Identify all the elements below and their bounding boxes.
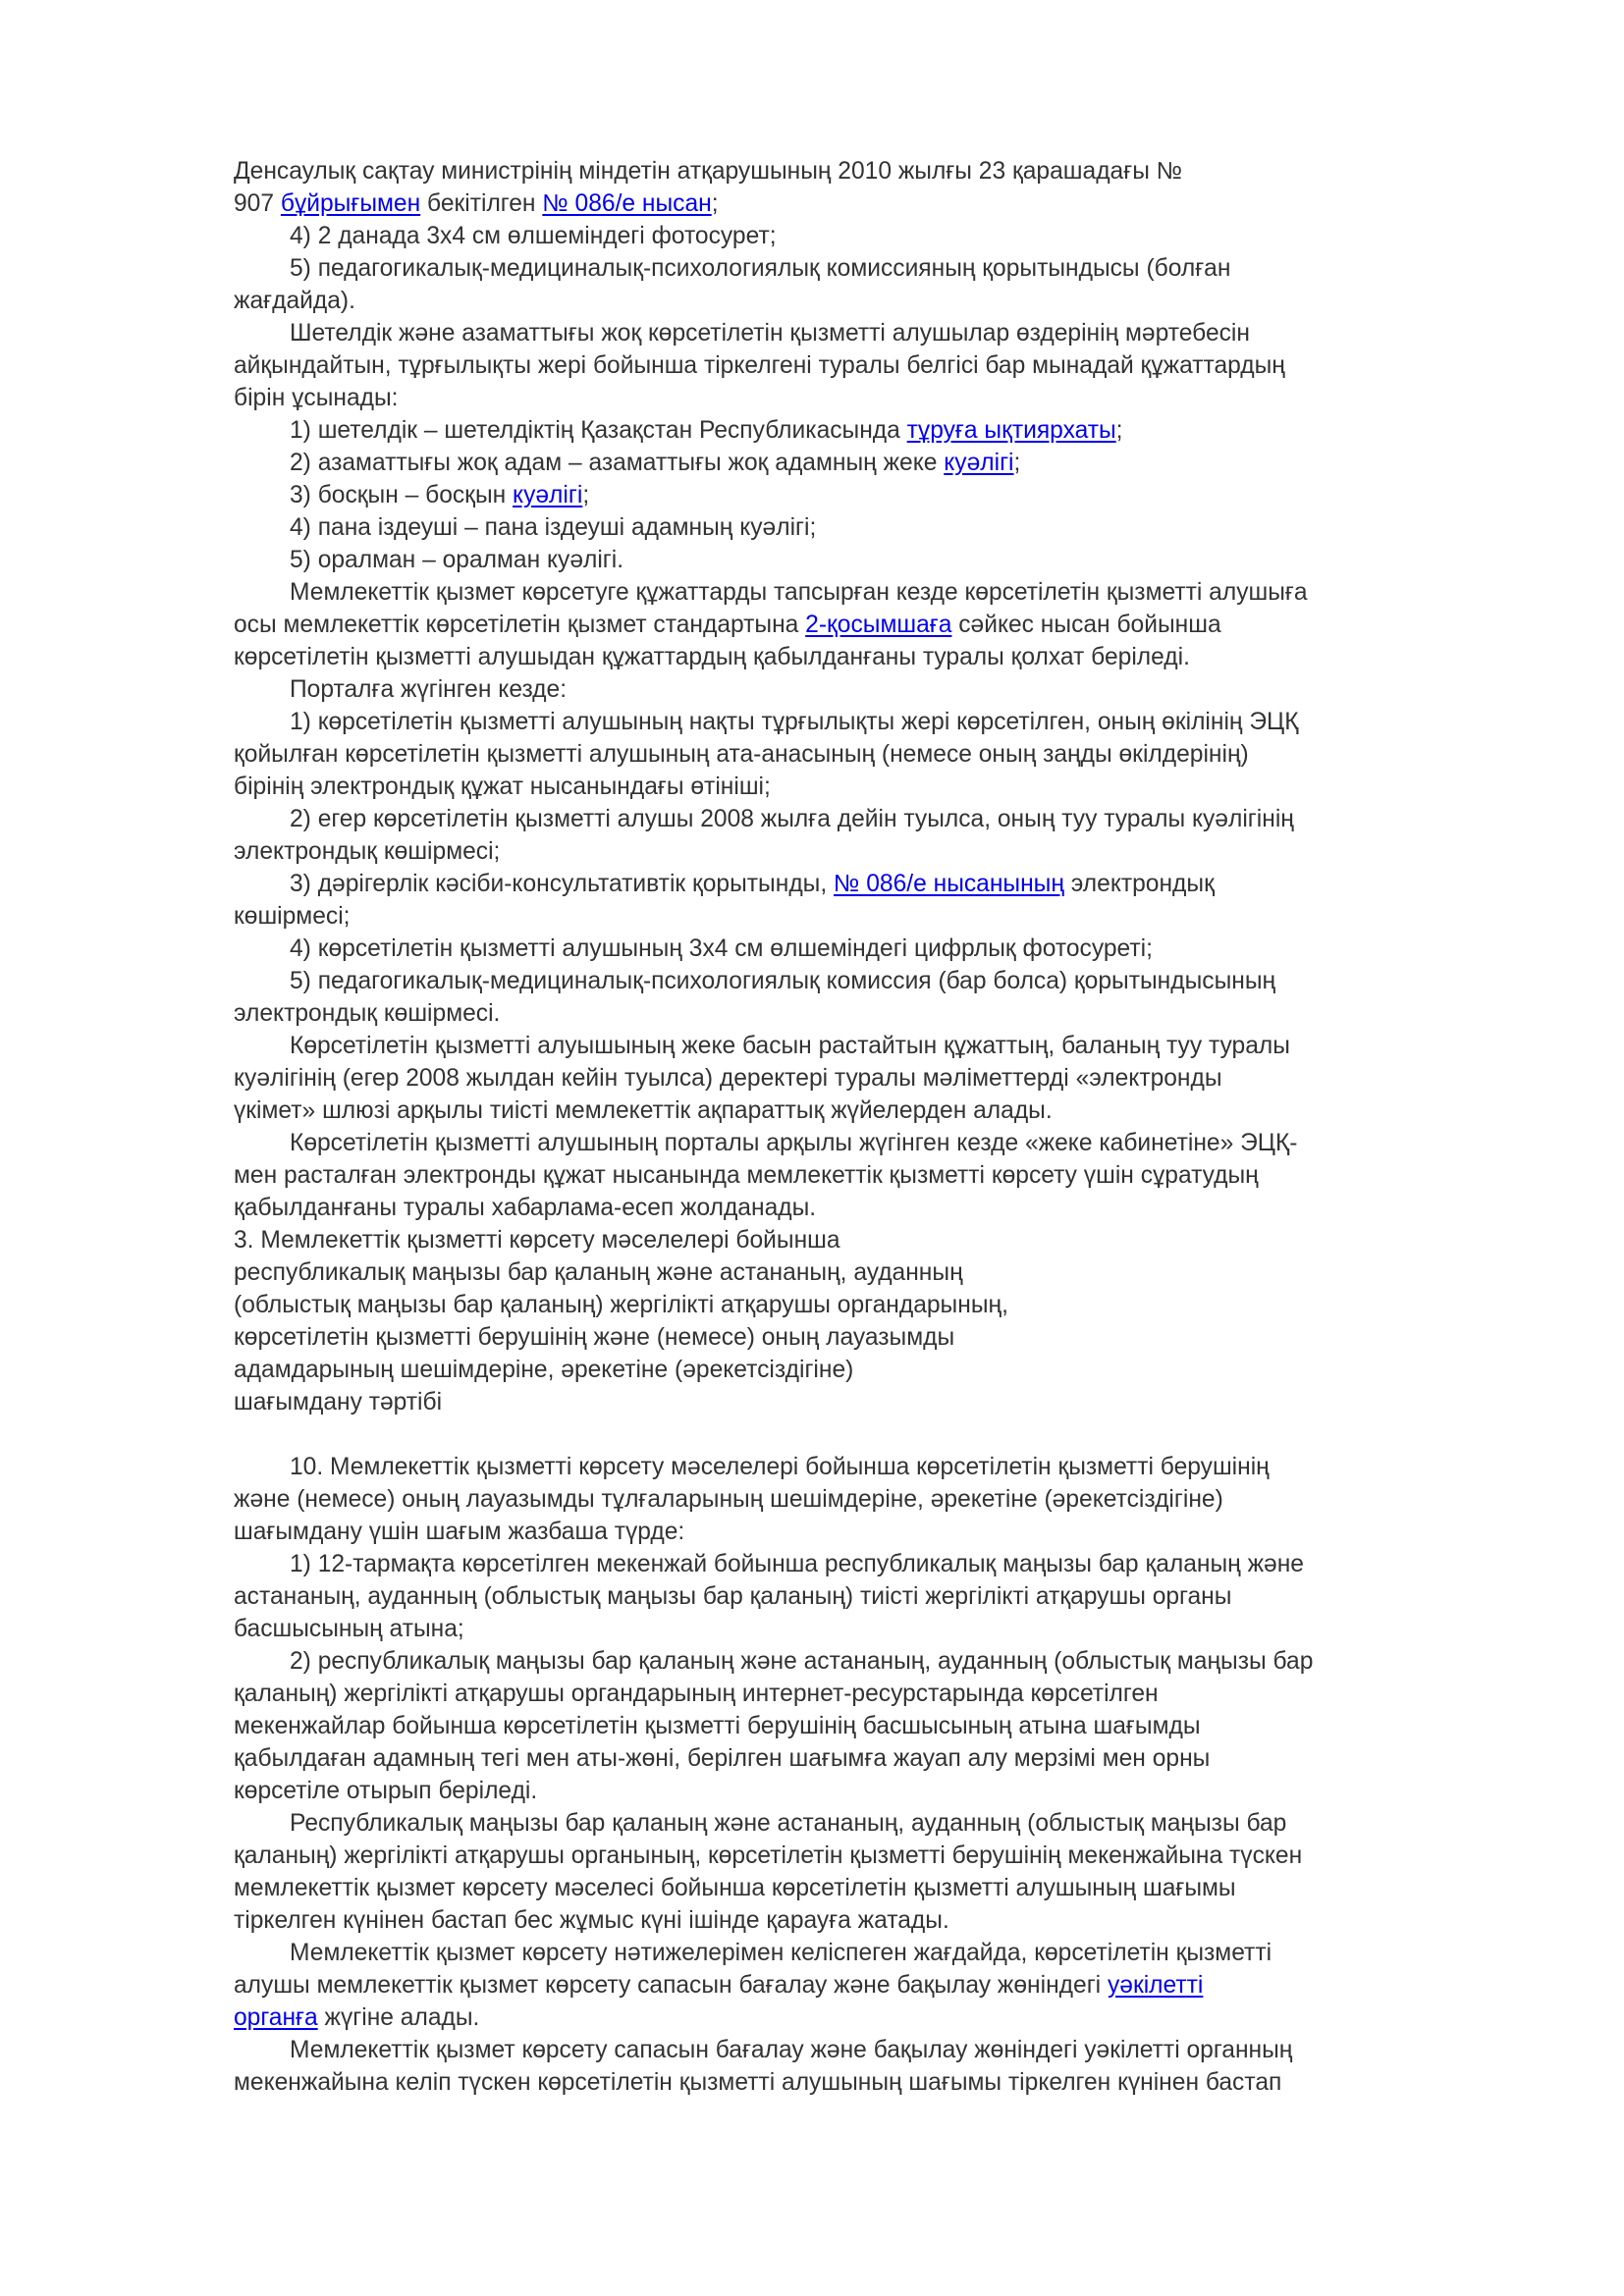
text-line <box>234 803 1510 835</box>
text-line <box>234 933 1510 965</box>
blank-line <box>234 1418 1510 1451</box>
text-segment: Көрсетілетін қызметті алуышының жеке басын растайтын құжаттың, баланың туу туралы <box>290 1033 1290 1059</box>
text-segment: ; <box>1115 417 1123 444</box>
text-segment: 5) педагогикалық-медициналық-психологиялық комиссия (бар болса) қорытындысының <box>290 968 1276 994</box>
document-link[interactable]: № 086/е нысан <box>542 190 712 217</box>
document-link[interactable]: бұйрығымен <box>280 190 421 217</box>
text-segment: электрондық көшірмесі. <box>234 1000 501 1027</box>
text-segment: республикалық маңызы бар қаланың және астананың, ауданның <box>234 1259 963 1286</box>
text-segment: 10. Мемлекеттік қызметті көрсету мәселелері бойынша көрсетілетін қызметті берушінің <box>290 1454 1270 1480</box>
text-line <box>234 1386 1510 1418</box>
text-line <box>234 576 1510 609</box>
text-line <box>234 155 1510 187</box>
text-segment: 4) көрсетілетін қызметті алушының 3х4 см өлшеміндегі цифрлық фотосуреті; <box>290 935 1153 962</box>
text-segment: 2) республикалық маңызы бар қаланың және астананың, ауданның (облыстық маңызы бар <box>290 1648 1314 1675</box>
document-link[interactable]: уәкілетті <box>1107 1972 1204 1999</box>
text-segment: 5) оралман – оралман куәлігі. <box>290 547 624 573</box>
text-segment: 5) педагогикалық-медициналық-психологиялық комиссияның қорытындысы (болған <box>290 255 1231 282</box>
text-segment: көрсетілетін қызметті берушінің және (немесе) оның лауазымды <box>234 1324 955 1351</box>
text-line <box>234 1030 1510 1062</box>
text-line <box>234 1969 1510 2002</box>
text-segment: қабылданғаны туралы хабарлама-есеп жолданады. <box>234 1195 817 1221</box>
text-segment: мемлекеттік қызмет көрсету мәселесі бойынша көрсетілетін қызметті алушының шағымы <box>234 1875 1236 1901</box>
text-line <box>234 349 1510 382</box>
text-segment: куәлігінің (егер 2008 жылдан кейін туылса) деректері туралы мәліметтерді «электронды <box>234 1065 1222 1092</box>
document-link[interactable]: тұруға ықтиярхаты <box>906 417 1116 444</box>
text-line <box>234 1516 1510 1548</box>
text-segment: қаланың) жергілікті атқарушы органының, көрсетілетін қызметті берушінің мекенжайына түскен <box>234 1842 1303 1869</box>
text-line <box>234 1710 1510 1742</box>
text-segment: басшысының атына; <box>234 1616 464 1642</box>
text-line <box>234 738 1510 771</box>
text-line <box>234 2034 1510 2066</box>
text-segment: 1) көрсетілетін қызметті алушының нақты тұрғылықты жері көрсетілген, оның өкілінің ЭЦҚ <box>290 709 1299 735</box>
text-segment: 1) шетелдік – шетелдіктің Қазақстан Республикасында <box>290 417 907 444</box>
text-line <box>234 414 1510 447</box>
text-segment: Денсаулық сақтау министрінің міндетін атқарушының 2010 жылғы 23 қарашадағы № <box>234 158 1183 185</box>
text-line <box>234 220 1510 252</box>
text-segment: 2) егер көрсетілетін қызметті алушы 2008 жылға дейін туылса, оның туу туралы куәлігінің <box>290 806 1294 832</box>
text-line <box>234 965 1510 997</box>
text-line <box>234 1321 1510 1354</box>
text-line <box>234 187 1510 220</box>
text-line <box>234 1127 1510 1159</box>
text-line <box>234 1742 1510 1775</box>
document-body <box>234 155 1510 2099</box>
text-segment: электрондық <box>1063 871 1215 897</box>
text-line <box>234 1451 1510 1483</box>
text-segment: қойылған көрсетілетін қызметті алушының ата-анасының (немесе оның заңды өкілдерінің) <box>234 741 1249 768</box>
text-segment: қаланың) жергілікті атқарушы органдарының интернет-ресурстарында көрсетілген <box>234 1681 1159 1707</box>
document-link[interactable]: № 086/е нысанының <box>834 871 1064 897</box>
text-line <box>234 835 1510 868</box>
text-segment: осы мемлекеттік көрсетілетін қызмет стандартына <box>234 612 806 638</box>
text-segment: (облыстық маңызы бар қаланың) жергілікті атқарушы органдарының, <box>234 1292 1008 1318</box>
text-line <box>234 2002 1510 2034</box>
text-line <box>234 1775 1510 1807</box>
text-line <box>234 1548 1510 1580</box>
text-segment: мекенжайлар бойынша көрсетілетін қызметті берушінің басшысының атына шағымды <box>234 1713 1201 1739</box>
text-line <box>234 1224 1510 1256</box>
text-line <box>234 447 1510 479</box>
text-line <box>234 900 1510 933</box>
text-line <box>234 317 1510 349</box>
text-line <box>234 706 1510 738</box>
text-line <box>234 1937 1510 1969</box>
text-segment: ; <box>582 482 590 508</box>
text-segment: Мемлекеттік қызмет көрсетуге құжаттарды тапсырған кезде көрсетілетін қызметті алушыға <box>290 579 1308 606</box>
text-line <box>234 1159 1510 1192</box>
document-link[interactable]: куәлігі <box>944 450 1014 476</box>
text-line <box>234 673 1510 706</box>
text-line <box>234 1904 1510 1937</box>
text-segment: астананың, ауданның (облыстық маңызы бар қаланың) тиісті жергілікті атқарушы органы <box>234 1583 1232 1610</box>
text-segment: айқындайтын, тұрғылықты жері бойынша тіркелгені туралы белгісі бар мынадай құжаттардың <box>234 352 1285 379</box>
text-segment: шағымдану үшін шағым жазбаша түрде: <box>234 1519 685 1545</box>
text-line <box>234 2066 1510 2099</box>
text-line <box>234 1807 1510 1840</box>
text-line <box>234 382 1510 414</box>
text-segment: қабылдаған адамның тегі мен аты-жөні, берілген шағымға жауап алу мерзімі мен орны <box>234 1745 1211 1772</box>
text-segment: бекітілген <box>420 190 543 217</box>
text-segment: 4) пана іздеуші – пана іздеуші адамның куәлігі; <box>290 514 817 541</box>
text-segment: Республикалық маңызы бар қаланың және астананың, ауданның (облыстық маңызы бар <box>290 1810 1287 1837</box>
text-line <box>234 1062 1510 1095</box>
text-line <box>234 1580 1510 1613</box>
text-segment: адамдарының шешімдеріне, әрекетіне (әрекетсіздігіне) <box>234 1357 854 1383</box>
text-line <box>234 285 1510 317</box>
document-link[interactable]: органға <box>234 2004 318 2031</box>
text-segment: көрсетіле отырып беріледі. <box>234 1778 538 1804</box>
text-segment: көрсетілетін қызметті алушыдан құжаттардың қабылданғаны туралы қолхат беріледі. <box>234 644 1190 670</box>
text-line <box>234 1872 1510 1904</box>
text-line <box>234 1354 1510 1386</box>
text-line <box>234 1840 1510 1872</box>
text-segment: 1) 12-тармақта көрсетілген мекенжай бойынша республикалық маңызы бар қаланың және <box>290 1551 1304 1577</box>
text-segment: жүгіне алады. <box>317 2004 480 2031</box>
text-segment: жағдайда). <box>234 288 355 314</box>
text-segment: 2) азаматтығы жоқ адам – азаматтығы жоқ адамның жеке <box>290 450 945 476</box>
text-segment: Мемлекеттік қызмет көрсету нәтижелерімен келіспеген жағдайда, көрсетілетін қызметті <box>290 1940 1272 1966</box>
text-segment: 4) 2 данада 3х4 см өлшеміндегі фотосурет; <box>290 223 777 249</box>
text-segment: 907 <box>234 190 281 217</box>
text-segment: шағымдану тәртібі <box>234 1389 443 1415</box>
text-segment: мен расталған электронды құжат нысанында мемлекеттік қызметті көрсету үшін сұратудың <box>234 1162 1259 1189</box>
text-line <box>234 609 1510 641</box>
text-line <box>234 1256 1510 1289</box>
text-line <box>234 479 1510 511</box>
text-segment: мекенжайына келіп түскен көрсетілетін қызметті алушының шағымы тіркелген күнінен бастап <box>234 2069 1282 2096</box>
text-segment: Порталға жүгінген кезде: <box>290 676 568 703</box>
text-line <box>234 1645 1510 1678</box>
document-link[interactable]: 2-қосымшаға <box>805 612 952 638</box>
text-segment: бірінің электрондық құжат нысанындағы өтініші; <box>234 774 771 800</box>
text-line <box>234 1095 1510 1127</box>
text-line <box>234 771 1510 803</box>
text-segment: алушы мемлекеттік қызмет көрсету сапасын бағалау және бақылау жөніндегі <box>234 1972 1108 1999</box>
text-segment: ; <box>711 190 719 217</box>
text-line <box>234 868 1510 900</box>
text-line <box>234 1289 1510 1321</box>
text-segment: тіркелген күнінен бастап бес жұмыс күні ішінде қарауға жатады. <box>234 1907 949 1934</box>
text-line <box>234 511 1510 544</box>
document-link[interactable]: куәлігі <box>513 482 583 508</box>
text-segment: ; <box>1013 450 1021 476</box>
text-segment: үкімет» шлюзі арқылы тиісті мемлекеттік ақпараттық жүйелерден алады. <box>234 1097 1053 1124</box>
text-segment: көшірмесі; <box>234 903 351 930</box>
text-segment: электрондық көшірмесі; <box>234 838 501 865</box>
text-line <box>234 252 1510 285</box>
text-segment: сәйкес нысан бойынша <box>951 612 1221 638</box>
text-line <box>234 1192 1510 1224</box>
text-segment: 3) босқын – босқын <box>290 482 514 508</box>
text-segment: 3) дәрігерлік кәсіби-консультативтік қорытынды, <box>290 871 835 897</box>
text-line <box>234 1613 1510 1645</box>
text-segment: Көрсетілетін қызметті алушының порталы арқылы жүгінген кезде «жеке кабинетіне» ЭЦҚ- <box>290 1130 1298 1156</box>
text-line <box>234 997 1510 1030</box>
text-line <box>234 1483 1510 1516</box>
text-line <box>234 544 1510 576</box>
text-line <box>234 1678 1510 1710</box>
text-segment: 3. Мемлекеттік қызметті көрсету мәселелері бойынша <box>234 1227 840 1254</box>
text-segment: бірін ұсынады: <box>234 385 399 411</box>
text-line <box>234 641 1510 673</box>
text-segment: және (немесе) оның лауазымды тұлғаларының шешімдеріне, әрекетіне (әрекетсіздігіне) <box>234 1486 1223 1513</box>
text-segment: Шетелдік және азаматтығы жоқ көрсетілетін қызметті алушылар өздерінің мәртебесін <box>290 320 1250 347</box>
text-segment: Мемлекеттік қызмет көрсету сапасын бағалау және бақылау жөніндегі уәкілетті органның <box>290 2037 1293 2063</box>
